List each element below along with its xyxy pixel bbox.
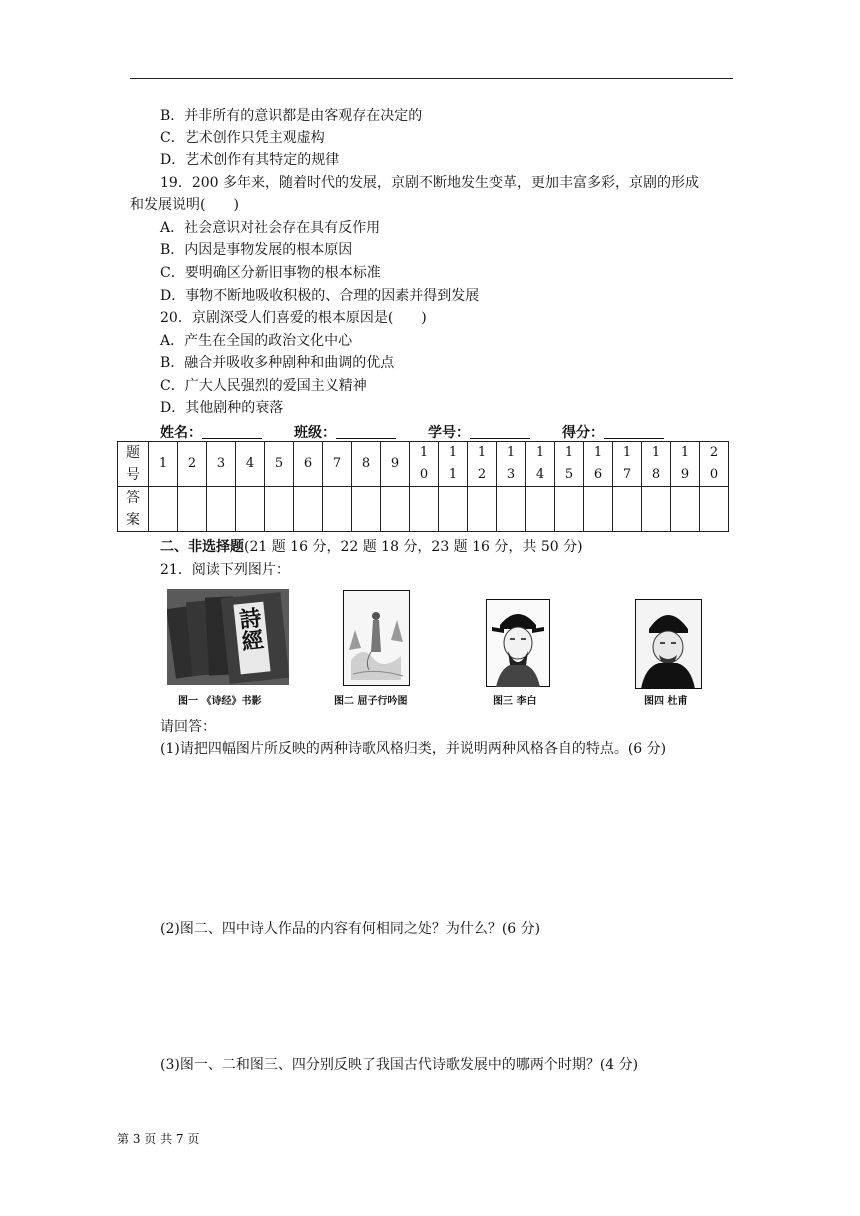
book-stack-illustration bbox=[167, 589, 289, 685]
answer-cell[interactable] bbox=[497, 487, 526, 532]
name-blank[interactable] bbox=[202, 426, 262, 439]
sub-question-2: (2)图二、四中诗人作品的内容有何相同之处？为什么？(6 分) bbox=[160, 921, 541, 937]
option-18-c: C．艺术创作只凭主观虚构 bbox=[160, 130, 325, 146]
option-20-b: B．融合并吸收多种剧种和曲调的优点 bbox=[160, 355, 395, 371]
question-19-cont: 和发展说明( ) bbox=[130, 197, 239, 213]
question-number-cell: 1 2 bbox=[468, 442, 497, 487]
option-20-c: C．广大人民强烈的爱国主义精神 bbox=[160, 378, 367, 394]
option-19-a: A．社会意识对社会存在具有反作用 bbox=[160, 220, 381, 236]
figure-3-image bbox=[486, 599, 550, 687]
answer-cell[interactable] bbox=[236, 487, 265, 532]
answer-row bbox=[118, 487, 729, 532]
option-19-d: D．事物不断地吸收积极的、合理的因素并得到发展 bbox=[160, 288, 480, 304]
class-label: 班级： bbox=[294, 425, 336, 441]
question-number-cell: 7 bbox=[323, 442, 352, 487]
answer-table bbox=[117, 441, 729, 532]
figure-1-caption: 图一 《诗经》书影 bbox=[178, 696, 262, 707]
section-2-heading: 二、非选择题(21 题 16 分，22 题 18 分，23 题 16 分，共 50 分) bbox=[160, 539, 583, 555]
question-21: 21．阅读下列图片： bbox=[160, 562, 290, 578]
student-info-row bbox=[160, 422, 696, 442]
option-20-d: D．其他剧种的衰落 bbox=[160, 400, 284, 416]
header-rule bbox=[130, 78, 733, 79]
answer-cell[interactable] bbox=[671, 487, 700, 532]
question-number-cell: 4 bbox=[236, 442, 265, 487]
question-number-cell: 1 6 bbox=[584, 442, 613, 487]
question-number-cell: 2 0 bbox=[700, 442, 729, 487]
question-number-cell: 1 3 bbox=[497, 442, 526, 487]
page-footer: 第 3 页 共 7 页 bbox=[117, 1132, 200, 1146]
option-20-a: A．产生在全国的政治文化中心 bbox=[160, 333, 353, 349]
question-number-cell: 9 bbox=[381, 442, 410, 487]
question-number-cell: 1 5 bbox=[555, 442, 584, 487]
option-19-c: C．要明确区分新旧事物的根本标准 bbox=[160, 265, 381, 281]
question-number-cell: 1 4 bbox=[526, 442, 555, 487]
question-number-cell: 5 bbox=[265, 442, 294, 487]
question-number-cell: 1 9 bbox=[671, 442, 700, 487]
answer-cell[interactable] bbox=[149, 487, 178, 532]
figure-3-caption: 图三 李白 bbox=[493, 696, 537, 707]
option-18-d: D．艺术创作有其特定的规律 bbox=[160, 152, 340, 168]
answer-cell[interactable] bbox=[352, 487, 381, 532]
sub-question-1: (1)请把四幅图片所反映的两种诗歌风格归类，并说明两种风格各自的特点。(6 分) bbox=[160, 741, 667, 757]
class-blank[interactable] bbox=[336, 426, 396, 439]
id-label: 学号： bbox=[428, 425, 470, 441]
answer-cell[interactable] bbox=[323, 487, 352, 532]
question-number-cell: 1 1 bbox=[439, 442, 468, 487]
answer-cell[interactable] bbox=[555, 487, 584, 532]
question-number-row bbox=[118, 442, 729, 487]
option-19-b: B．内因是事物发展的根本原因 bbox=[160, 242, 353, 258]
id-blank[interactable] bbox=[470, 426, 530, 439]
sub-question-3: (3)图一、二和图三、四分别反映了我国古代诗歌发展中的哪两个时期？(4 分) bbox=[160, 1057, 639, 1073]
name-label: 姓名： bbox=[160, 425, 202, 441]
answer-cell[interactable] bbox=[178, 487, 207, 532]
question-number-cell: 1 8 bbox=[642, 442, 671, 487]
question-number-cell: 8 bbox=[352, 442, 381, 487]
question-number-cell: 6 bbox=[294, 442, 323, 487]
score-label: 得分： bbox=[562, 425, 604, 441]
figure-4-caption: 图四 杜甫 bbox=[644, 696, 688, 707]
question-number-cell: 1 7 bbox=[613, 442, 642, 487]
question-number-cell: 1 bbox=[149, 442, 178, 487]
answer-cell[interactable] bbox=[439, 487, 468, 532]
answer-header: 答 案 bbox=[118, 487, 149, 532]
answer-cell[interactable] bbox=[613, 487, 642, 532]
figure-4-image bbox=[635, 599, 702, 689]
score-blank[interactable] bbox=[604, 426, 664, 439]
figure-2-image bbox=[343, 590, 410, 686]
answer-cell[interactable] bbox=[294, 487, 323, 532]
answer-cell[interactable] bbox=[642, 487, 671, 532]
question-number-cell: 2 bbox=[178, 442, 207, 487]
answer-cell[interactable] bbox=[468, 487, 497, 532]
book-title-text: 詩經 bbox=[234, 605, 266, 653]
option-18-b: B．并非所有的意识都是由客观存在决定的 bbox=[160, 108, 423, 124]
answer-cell[interactable] bbox=[207, 487, 236, 532]
answer-cell[interactable] bbox=[526, 487, 555, 532]
answer-cell[interactable] bbox=[410, 487, 439, 532]
answer-cell[interactable] bbox=[265, 487, 294, 532]
question-19: 19．200 多年来，随着时代的发展，京剧不断地发生变革，更加丰富多彩，京剧的形成 bbox=[160, 175, 699, 191]
question-number-cell: 3 bbox=[207, 442, 236, 487]
answer-cell[interactable] bbox=[381, 487, 410, 532]
please-answer: 请回答： bbox=[160, 719, 216, 735]
question-number-cell: 1 0 bbox=[410, 442, 439, 487]
question-number-header: 题 号 bbox=[118, 442, 149, 487]
figure-1-image bbox=[167, 589, 289, 685]
answer-cell[interactable] bbox=[700, 487, 729, 532]
answer-cell[interactable] bbox=[584, 487, 613, 532]
question-20: 20．京剧深受人们喜爱的根本原因是( ) bbox=[160, 310, 427, 326]
figure-2-caption: 图二 屈子行吟图 bbox=[334, 696, 408, 707]
